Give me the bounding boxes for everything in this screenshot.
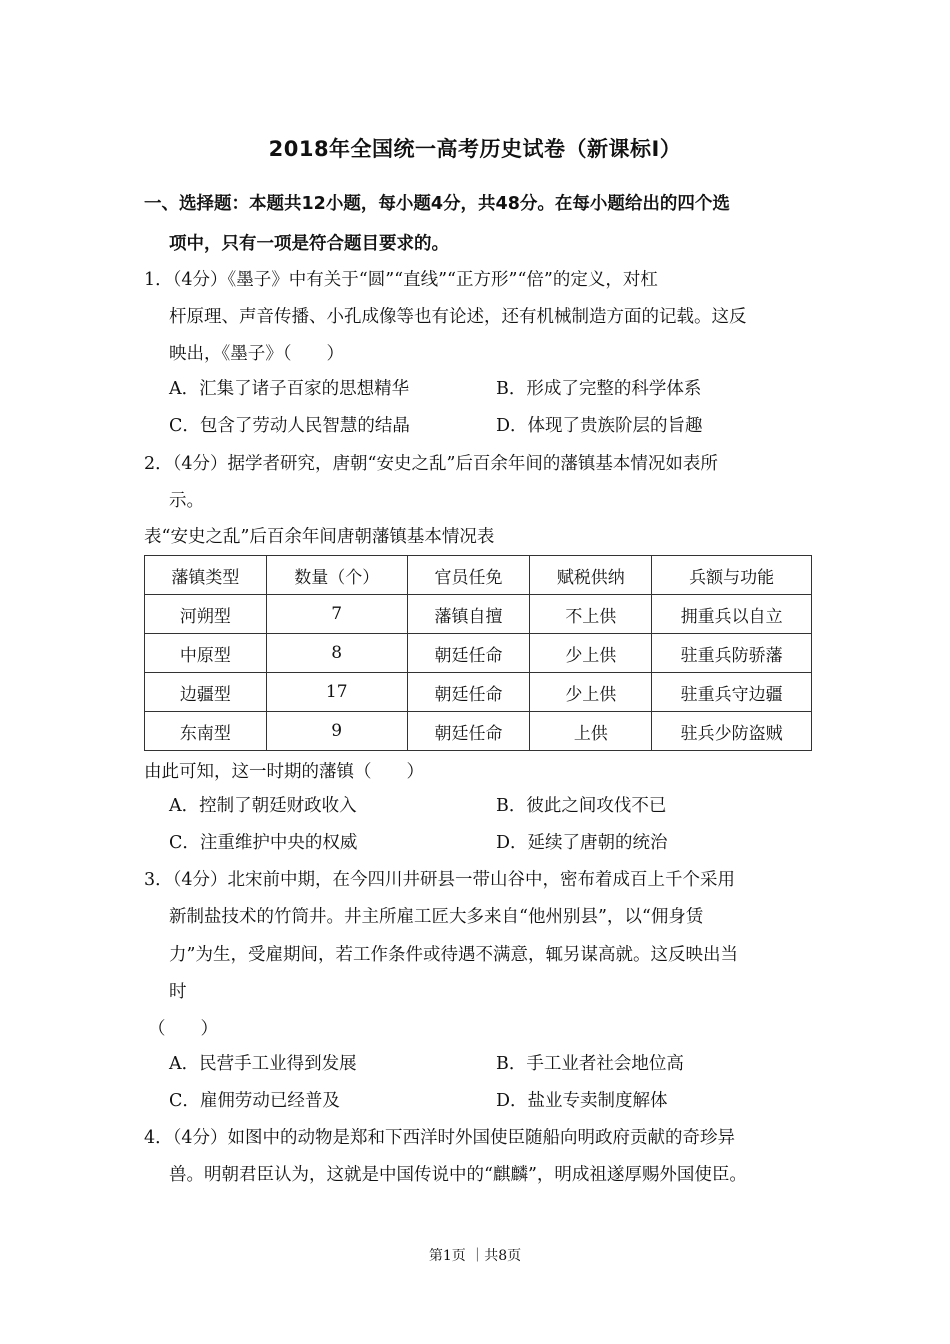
table-header-row [145, 556, 812, 595]
q1-option-a: A．汇集了诸子百家的思想精华 [169, 379, 410, 399]
page-footer: 第1页 ｜共8页 [428, 1248, 522, 1264]
table-cell: 朝廷任命 [407, 634, 530, 673]
table-cell: 朝廷任命 [407, 673, 530, 712]
q1-line2: 杆原理、声音传播、小孔成像等也有论述，还有机械制造方面的记载。这反 [169, 307, 747, 327]
table-row [145, 634, 812, 673]
q2-line1: 2．（4分）据学者研究，唐朝“安史之乱”后百余年间的藩镇基本情况如表所 [144, 454, 718, 474]
q1-option-d: D．体现了贵族阶层的旨趣 [496, 416, 703, 436]
q1-option-b: B．形成了完整的科学体系 [496, 379, 702, 399]
table-cell: 不上供 [530, 595, 652, 634]
table-cell: 东南型 [145, 712, 267, 751]
table-cell: 8 [266, 634, 407, 673]
q3-line3: 力”为生，受雇期间，若工作条件或待遇不满意，辄另谋高就。这反映出当 [169, 945, 738, 965]
section-heading-line1: 一、选择题：本题共12小题，每小题4分，共48分。在每小题给出的四个选 [144, 194, 730, 214]
q1-line1: 1．（4分）《墨子》中有关于“圆”“直线”“正方形”“倍”的定义，对杠 [144, 270, 658, 290]
table-cell: 边疆型 [145, 673, 267, 712]
q3-line1: 3．（4分）北宋前中期，在今四川井研县一带山谷中，密布着成百上千个采用 [144, 870, 736, 890]
q3-line2: 新制盐技术的竹筒井。井主所雇工匠大多来自“他州别县”，以“佣身赁 [169, 907, 704, 927]
table-cell: 驻兵少防盗贼 [652, 712, 812, 751]
q2-option-c: C．注重维护中央的权威 [169, 833, 358, 853]
section-heading-line2: 项中，只有一项是符合题目要求的。 [169, 234, 449, 254]
q2-option-b: B．彼此之间攻伐不已 [496, 796, 667, 816]
q3-option-d: D．盐业专卖制度解体 [496, 1091, 668, 1111]
q2-stem: 由此可知，这一时期的藩镇（ ） [144, 762, 424, 782]
q1-option-c: C．包含了劳动人民智慧的结晶 [169, 416, 410, 436]
table-header-cell: 数量（个） [266, 556, 407, 595]
table-cell: 中原型 [145, 634, 267, 673]
table-cell: 朝廷任命 [407, 712, 530, 751]
table-header-cell: 赋税供纳 [530, 556, 652, 595]
table-header-cell: 官员任免 [407, 556, 530, 595]
table-row [145, 595, 812, 634]
table-cell: 7 [266, 595, 407, 634]
table-cell: 河朔型 [145, 595, 267, 634]
q3-line4: 时 [169, 982, 187, 1002]
table-row [145, 712, 812, 751]
q3-option-c: C．雇佣劳动已经普及 [169, 1091, 340, 1111]
table-cell: 藩镇自擅 [407, 595, 530, 634]
table-caption: 表“安史之乱”后百余年间唐朝藩镇基本情况表 [144, 527, 495, 547]
table-cell: 少上供 [530, 673, 652, 712]
q3-answer-blank: （ ） [148, 1019, 218, 1039]
table-row [145, 673, 812, 712]
q4-line2: 兽。明朝君臣认为，这就是中国传说中的“麒麟”，明成祖遂厚赐外国使臣。 [169, 1165, 747, 1185]
q2-line2: 示。 [169, 491, 204, 511]
q3-option-a: A．民营手工业得到发展 [169, 1054, 357, 1074]
q2-option-d: D．延续了唐朝的统治 [496, 833, 668, 853]
table-cell: 17 [266, 673, 407, 712]
table-cell: 9 [266, 712, 407, 751]
table-cell: 驻重兵守边疆 [652, 673, 812, 712]
table-cell: 上供 [530, 712, 652, 751]
q3-option-b: B．手工业者社会地位高 [496, 1054, 684, 1074]
table-cell: 拥重兵以自立 [652, 595, 812, 634]
page-title: 2018年全国统一高考历史试卷（新课标Ⅰ） [268, 137, 682, 161]
q4-line1: 4．（4分）如图中的动物是郑和下西洋时外国使臣随船向明政府贡献的奇珍异 [144, 1128, 736, 1148]
q2-option-a: A．控制了朝廷财政收入 [169, 796, 357, 816]
q1-line3: 映出，《墨子》（ ） [169, 344, 344, 364]
table-header-cell: 兵额与功能 [652, 556, 812, 595]
table-header-cell: 藩镇类型 [145, 556, 267, 595]
table-cell: 少上供 [530, 634, 652, 673]
fanzhen-table [144, 555, 812, 751]
table-cell: 驻重兵防骄藩 [652, 634, 812, 673]
